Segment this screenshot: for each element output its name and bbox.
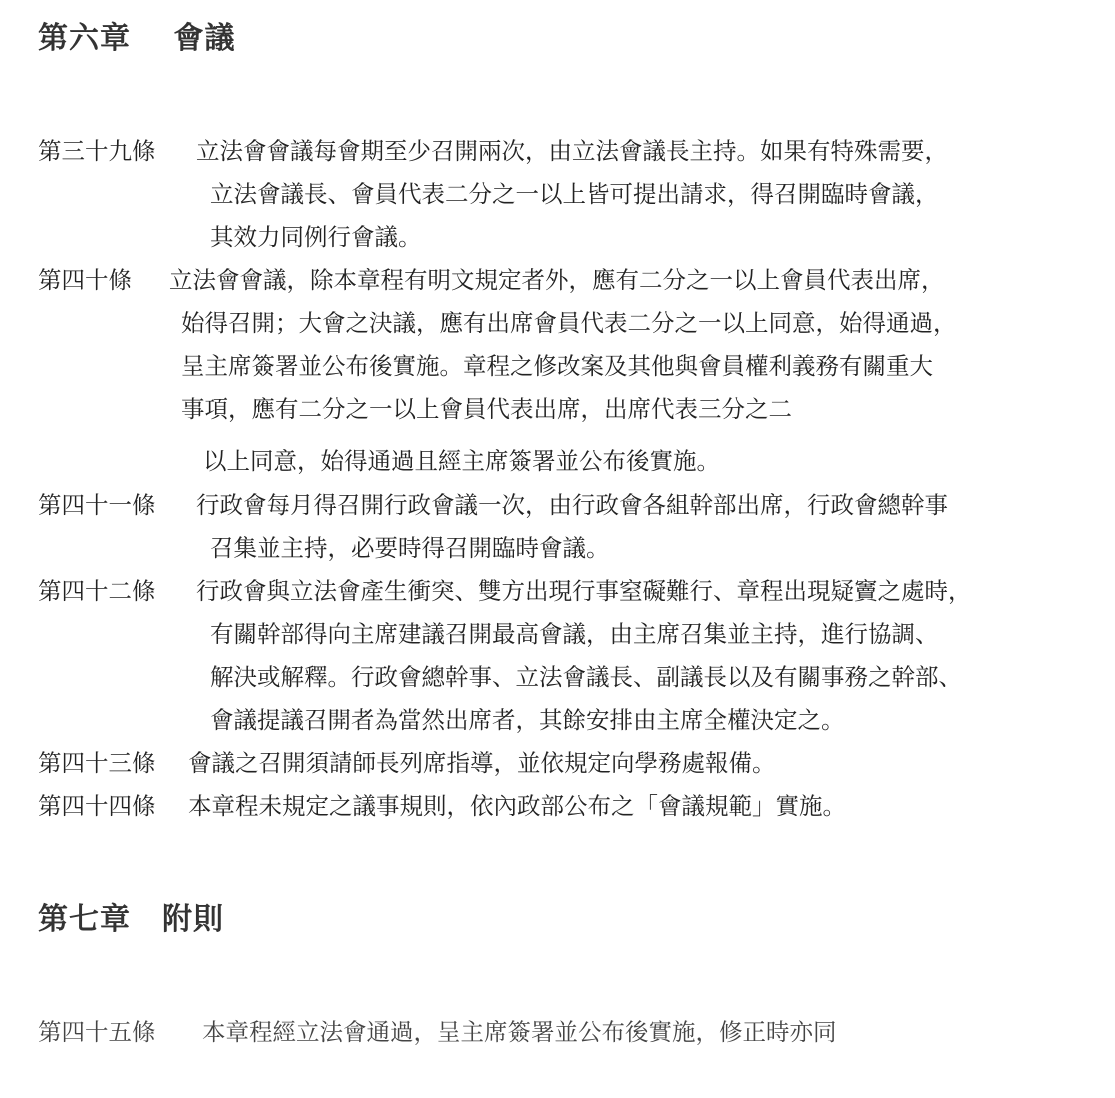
- article-43-label: 第四十三條: [38, 749, 156, 777]
- article-40-label: 第四十條: [38, 266, 132, 294]
- article-39-line-1: 立法會會議每會期至少召開兩次，由立法會議長主持。如果有特殊需要，: [196, 137, 948, 165]
- article-41-line-2: 召集並主持，必要時得召開臨時會議。: [210, 534, 610, 562]
- article-44-line-1: 本章程未規定之議事規則，依內政部公布之「會議規範」實施。: [188, 792, 846, 820]
- article-42-line-2: 有關幹部得向主席建議召開最高會議，由主席召集並主持，進行協調、: [210, 620, 939, 648]
- article-45-label: 第四十五條: [38, 1018, 156, 1046]
- article-39-line-2: 立法會議長、會員代表二分之一以上皆可提出請求，得召開臨時會議，: [210, 180, 939, 208]
- article-40-line-4: 事項，應有二分之一以上會員代表出席，出席代表三分之二: [181, 395, 792, 423]
- article-42-line-4: 會議提議召開者為當然出席者，其餘安排由主席全權決定之。: [210, 706, 845, 734]
- chapter-7-title: 第七章 附則: [38, 902, 224, 937]
- article-40-line-5: 以上同意，始得通過且經主席簽署並公布後實施。: [203, 447, 720, 475]
- article-40-line-2: 始得召開；大會之決議，應有出席會員代表二分之一以上同意，始得通過，: [181, 309, 957, 337]
- article-40-line-3: 呈主席簽署並公布後實施。章程之修改案及其他與會員權利義務有關重大: [181, 352, 933, 380]
- article-42-line-1: 行政會與立法會產生衝突、雙方出現行事窒礙難行、章程出現疑竇之處時，: [196, 577, 972, 605]
- article-44-label: 第四十四條: [38, 792, 156, 820]
- article-40-line-1: 立法會會議，除本章程有明文規定者外，應有二分之一以上會員代表出席，: [169, 266, 945, 294]
- chapter-6-title: 第六章 會議: [38, 21, 236, 56]
- article-39-label: 第三十九條: [38, 137, 156, 165]
- article-45-line-1: 本章程經立法會通過，呈主席簽署並公布後實施，修正時亦同: [202, 1018, 837, 1046]
- article-43-line-1: 會議之召開須請師長列席指導，並依規定向學務處報備。: [188, 749, 776, 777]
- article-41-line-1: 行政會每月得召開行政會議一次，由行政會各組幹部出席，行政會總幹事: [196, 491, 948, 519]
- article-42-line-3: 解決或解釋。行政會總幹事、立法會議長、副議長以及有關事務之幹部、: [210, 663, 962, 691]
- article-42-label: 第四十二條: [38, 577, 156, 605]
- article-41-label: 第四十一條: [38, 491, 156, 519]
- article-39-line-3: 其效力同例行會議。: [210, 223, 422, 251]
